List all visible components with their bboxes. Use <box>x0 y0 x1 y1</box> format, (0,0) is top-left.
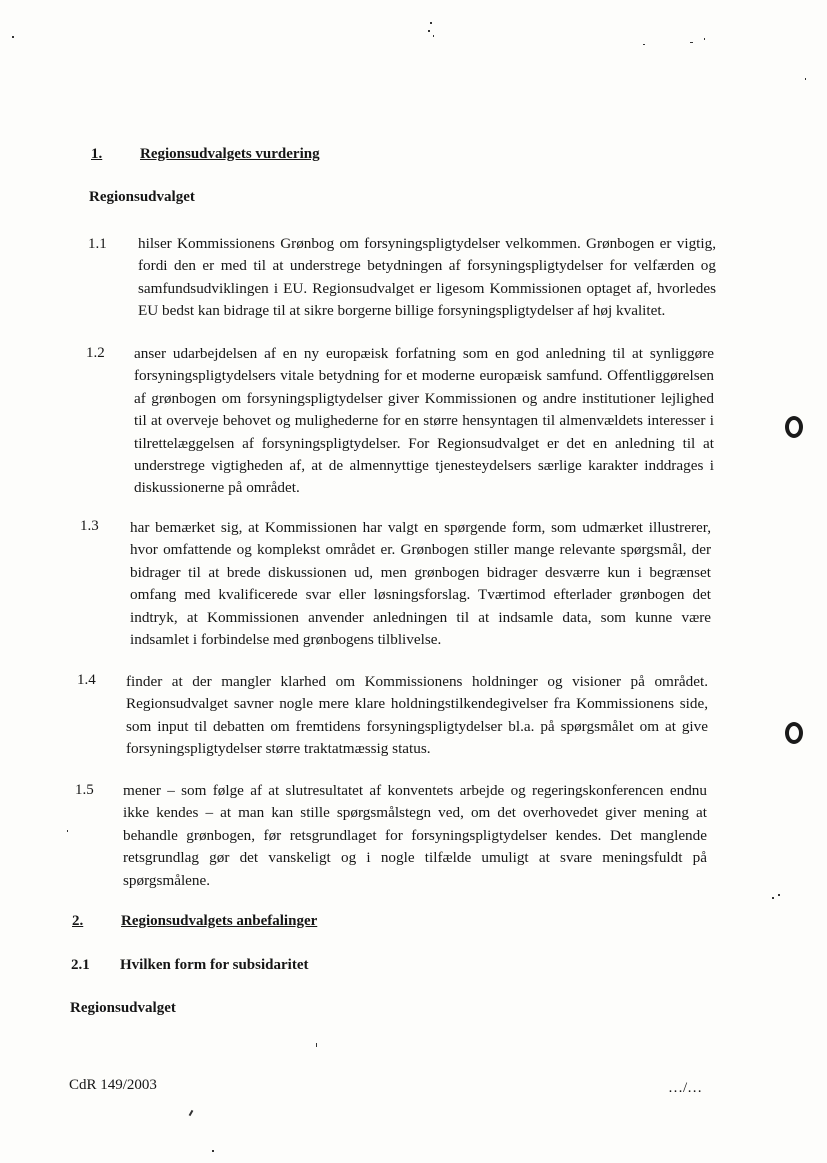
section-1-subject: Regionsudvalget <box>89 189 195 205</box>
scan-speck <box>189 1110 194 1116</box>
scan-speck <box>690 42 693 43</box>
section-1-number: 1. <box>91 146 103 162</box>
scan-speck <box>805 78 806 80</box>
section-1-title: Regionsudvalgets vurdering <box>140 146 320 162</box>
scan-speck <box>430 22 432 24</box>
item-number-1-4: 1.4 <box>77 672 96 688</box>
scan-speck <box>433 35 434 37</box>
item-number-1-3: 1.3 <box>80 518 99 534</box>
item-number-1-5: 1.5 <box>75 782 94 798</box>
paragraph-1-2: anser udarbejdelsen af en ny europæisk forfatning som en god anledning til at synliggøre forsyningspligtydelsers vitale betydning for et moderne europæisk samfund. Offentliggørelsen af grønbogen om forsyningspligtydelser giver Kommissionen og andre institutioner lejlighed til at overveje behovet og mulighederne for en større hensyntagen til almenvældets interesser i tilrettelæggelsen af forsyningspligtydelser. For Regionsudvalget er det en anledning til at understrege vigtigheden af, at de almennyttige tjenesteydelsers særlige karakter inddrages i diskussionerne på området. <box>134 345 714 497</box>
subsection-2-1-number: 2.1 <box>71 957 90 973</box>
section-2-number: 2. <box>72 913 84 929</box>
scan-speck <box>778 894 780 896</box>
paragraph-1-1: hilser Kommissionens Grønbog om forsyningspligtydelser velkommen. Grønbogen er vigtig, fordi den er med til at understrege betydningen af forsyningspligtydelser for velfærden og samfundsudviklingen i EU. Regionsudvalget er ligesom Kommissionen optaget af, hvorledes EU bedst kan bidrage til at sikre borgerne billige forsyningspligtydelser af høj kvalitet. <box>138 235 716 320</box>
punch-hole <box>785 722 803 744</box>
item-number-1-2: 1.2 <box>86 345 105 361</box>
scan-speck <box>704 38 705 40</box>
item-number-1-1: 1.1 <box>88 236 107 252</box>
scan-speck <box>212 1150 214 1152</box>
continuation-mark: …/… <box>668 1080 703 1096</box>
scan-speck <box>643 44 645 45</box>
paragraph-1-5: mener – som følge af at slutresultatet af konventets arbejde og regeringskonferencen endnu ikke kendes – at man kan stille spørgsmålstegn ved, om det overhovedet giver mening at behandle grønbogen, før retsgrundlaget for forsyningspligtydelser kendes. Det manglende retsgrundlag gør det vanskeligt og i nogle tilfælde umuligt at svare meningsfuldt på spørgsmålene. <box>123 782 707 889</box>
punch-hole <box>785 416 803 438</box>
section-2-title: Regionsudvalgets anbefalinger <box>121 913 318 929</box>
scan-speck <box>772 897 774 899</box>
paragraph-1-3: har bemærket sig, at Kommissionen har valgt en spørgende form, som udmærket illustrerer, hvor omfattende og komplekst området er. Grønbogen stiller mange relevante spørgsmål, der bidrager til at brede diskussionen ud, men grønbogen bidrager desværre kun i begrænset omfang med kvalificerede svar eller løsningsforslag. Tværtimod efterlader grønbogen det indtryk, at Kommissionen anvender anledningen til at indsamle data, som kunne være indsamlet i forbindelse med grønbogens tilblivelse. <box>130 519 711 649</box>
scan-speck <box>67 830 68 832</box>
scan-speck <box>316 1043 317 1047</box>
section-2-subject: Regionsudvalget <box>70 1000 176 1016</box>
paragraph-1-4: finder at der mangler klarhed om Kommissionens holdninger og visioner på området. Regionsudvalget savner nogle mere klare holdningstilkendegivelser fra Kommissionens side, som input til debatten om fremtidens forsyningspligtydelser bl.a. på spørgsmålet om at give forsyningspligtydelser større traktatmæssig status. <box>126 673 708 758</box>
subsection-2-1-title: Hvilken form for subsidaritet <box>120 957 309 973</box>
scan-speck <box>12 36 14 38</box>
scan-speck <box>428 30 430 32</box>
document-reference: CdR 149/2003 <box>69 1077 157 1093</box>
